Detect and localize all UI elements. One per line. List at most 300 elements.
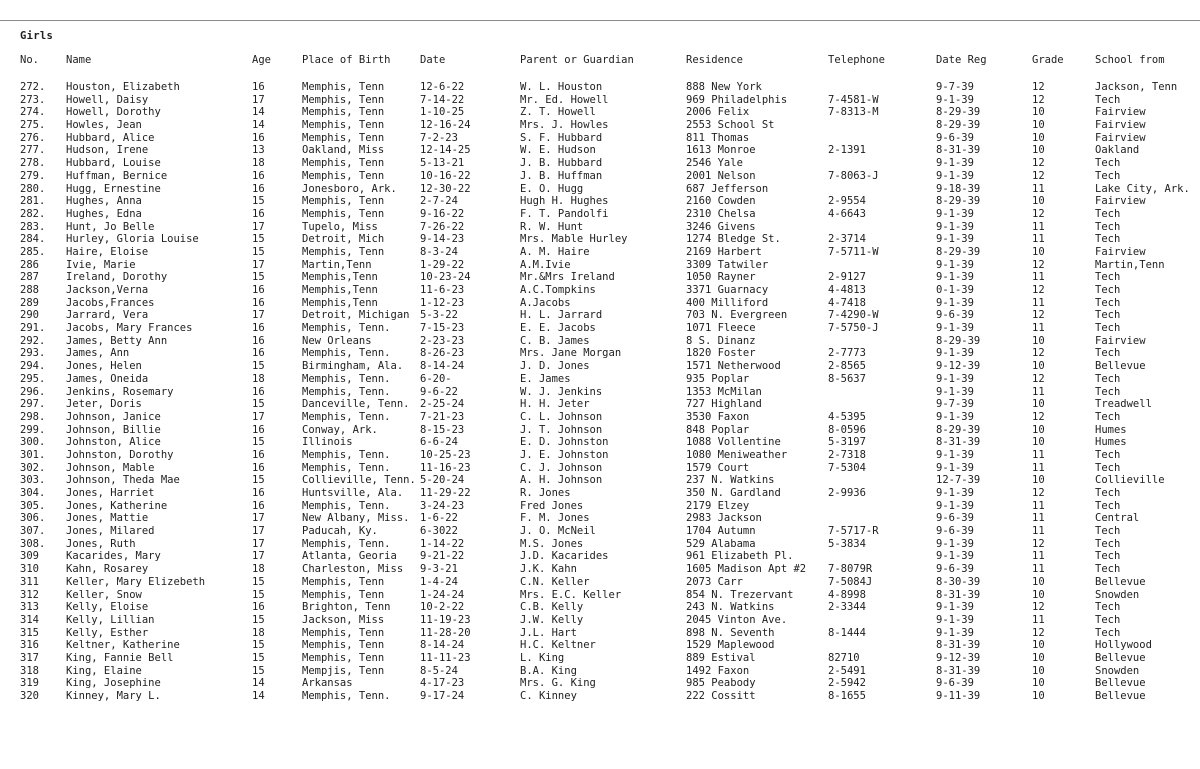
cell-no: 320: [20, 690, 39, 702]
cell-name: Hughes, Edna: [66, 207, 142, 220]
cell-parent: A.Jacobs: [520, 296, 571, 309]
cell-residence: 1613 Monroe: [686, 144, 756, 157]
cell-age: 16: [252, 448, 265, 461]
cell-date-reg: 9-1-39: [936, 537, 974, 550]
cell-school: Tech: [1095, 220, 1121, 233]
cell-date-reg: 8-30-39: [936, 575, 981, 588]
cell-school: Tech: [1095, 309, 1121, 322]
cell-name: Jarrard, Vera: [66, 309, 149, 322]
cell-telephone: 2-7773: [828, 347, 866, 360]
cell-school: Bellevue: [1095, 575, 1146, 588]
cell-date-reg: 9-7-39: [936, 81, 974, 93]
header-grade: Grade: [1032, 54, 1064, 66]
section-title: Girls: [20, 30, 54, 42]
cell-name: Ireland, Dorothy: [66, 271, 168, 284]
cell-place-of-birth: Memphis, Tenn: [302, 575, 385, 588]
cell-parent: Z. T. Howell: [520, 106, 596, 119]
cell-parent: J. O. McNeil: [520, 525, 596, 538]
cell-no: 281.: [20, 195, 46, 208]
cell-no: 307.: [20, 525, 46, 538]
table-row: [0, 449, 1200, 462]
table-row: [0, 411, 1200, 424]
cell-school: Tech: [1095, 525, 1121, 538]
cell-parent: Mr.&Mrs Ireland: [520, 271, 615, 284]
cell-name: Huffman, Bernice: [66, 169, 168, 182]
cell-no: 304.: [20, 487, 46, 499]
cell-parent: W. E. Hudson: [520, 144, 596, 157]
cell-name: Hugg, Ernestine: [66, 182, 161, 195]
cell-grade: 12: [1032, 626, 1045, 639]
cell-date: 7-2-23: [420, 131, 458, 144]
cell-residence: 2310 Chelsa: [686, 207, 756, 220]
records-table: [0, 81, 1200, 703]
cell-parent: L. King: [520, 651, 565, 664]
cell-age: 16: [252, 182, 265, 195]
cell-telephone: 82710: [828, 651, 860, 664]
cell-place-of-birth: Memphis, Tenn: [302, 119, 385, 132]
cell-no: 275.: [20, 119, 46, 132]
cell-name: Hubbard, Alice: [66, 131, 155, 144]
cell-name: Johnston, Alice: [66, 436, 161, 449]
cell-residence: 935 Poplar: [686, 372, 750, 385]
cell-date: 8-14-24: [420, 639, 465, 652]
cell-name: Jacobs,Frances: [66, 296, 155, 309]
column-header-row: [0, 54, 1200, 68]
cell-date-reg: 9-6-39: [936, 309, 974, 322]
cell-grade: 11: [1032, 461, 1045, 474]
table-row: [0, 601, 1200, 614]
cell-school: Tech: [1095, 347, 1121, 360]
cell-grade: 11: [1032, 499, 1045, 512]
cell-no: 274.: [20, 106, 46, 119]
cell-telephone: 8-5637: [828, 372, 866, 385]
cell-school: Snowden: [1095, 588, 1140, 601]
cell-school: Collieville: [1095, 474, 1165, 487]
cell-name: James, Betty Ann: [66, 334, 168, 347]
cell-school: Tech: [1095, 550, 1121, 563]
cell-date-reg: 12-7-39: [936, 474, 981, 487]
cell-grade: 11: [1032, 525, 1045, 538]
cell-parent: Hugh H. Hughes: [520, 195, 609, 208]
cell-age: 17: [252, 525, 265, 538]
cell-place-of-birth: New Albany, Miss.: [302, 512, 410, 525]
cell-name: Keller, Mary Elizebeth: [66, 575, 206, 588]
cell-no: 291.: [20, 322, 46, 335]
cell-parent: E. James: [520, 372, 571, 385]
cell-grade: 11: [1032, 448, 1045, 461]
cell-date: 11-29-22: [420, 487, 471, 499]
table-row: [0, 639, 1200, 652]
cell-date-reg: 8-29-39: [936, 245, 981, 258]
table-row: [0, 233, 1200, 246]
cell-grade: 12: [1032, 207, 1045, 220]
cell-date-reg: 9-18-39: [936, 182, 981, 195]
cell-school: Martin,Tenn: [1095, 258, 1165, 271]
table-row: [0, 652, 1200, 665]
cell-school: Tech: [1095, 601, 1121, 614]
cell-no: 317: [20, 651, 39, 664]
cell-grade: 10: [1032, 690, 1045, 702]
cell-place-of-birth: Memphis, Tenn: [302, 106, 385, 119]
cell-residence: 2160 Cowden: [686, 195, 756, 208]
cell-parent: Mr. Ed. Howell: [520, 93, 609, 106]
table-row: [0, 347, 1200, 360]
cell-date-reg: 9-6-39: [936, 525, 974, 538]
cell-residence: 3309 Tatwiler: [686, 258, 769, 271]
cell-school: Tech: [1095, 537, 1121, 550]
cell-age: 15: [252, 398, 265, 411]
cell-residence: 400 Milliford: [686, 296, 769, 309]
cell-no: 294.: [20, 360, 46, 373]
cell-residence: 3371 Guarnacy: [686, 284, 769, 296]
header-date-reg: Date Reg: [936, 54, 987, 66]
cell-place-of-birth: Danceville, Tenn.: [302, 398, 410, 411]
cell-date: 9-21-22: [420, 550, 465, 563]
cell-school: Oakland: [1095, 144, 1140, 157]
cell-age: 15: [252, 664, 265, 677]
cell-age: 15: [252, 639, 265, 652]
cell-grade: 10: [1032, 131, 1045, 144]
cell-grade: 12: [1032, 309, 1045, 322]
cell-no: 299.: [20, 423, 46, 436]
cell-residence: 237 N. Watkins: [686, 474, 775, 487]
cell-age: 15: [252, 245, 265, 258]
cell-date: 6-6-24: [420, 436, 458, 449]
cell-date: 12-14-25: [420, 144, 471, 157]
cell-date: 7-26-22: [420, 220, 465, 233]
cell-place-of-birth: Arkansas: [302, 677, 353, 690]
cell-place-of-birth: Illinois: [302, 436, 353, 449]
table-row: [0, 119, 1200, 132]
cell-date: 6-20-: [420, 372, 452, 385]
cell-residence: 1820 Foster: [686, 347, 756, 360]
cell-grade: 12: [1032, 601, 1045, 614]
cell-parent: Mrs. Jane Morgan: [520, 347, 622, 360]
cell-place-of-birth: Memphis, Tenn: [302, 626, 385, 639]
cell-grade: 12: [1032, 258, 1045, 271]
cell-name: Kelly, Lillian: [66, 613, 155, 626]
cell-date-reg: 9-1-39: [936, 157, 974, 170]
cell-telephone: 4-4813: [828, 284, 866, 296]
cell-grade: 12: [1032, 410, 1045, 423]
cell-place-of-birth: Detroit, Mich: [302, 233, 385, 246]
cell-place-of-birth: Memphis, Tenn: [302, 81, 385, 93]
cell-no: 312: [20, 588, 39, 601]
cell-date: 12-6-22: [420, 81, 465, 93]
cell-date: 1-14-22: [420, 537, 465, 550]
cell-grade: 11: [1032, 296, 1045, 309]
cell-date: 9-17-24: [420, 690, 465, 702]
cell-date: 7-14-22: [420, 93, 465, 106]
cell-grade: 11: [1032, 233, 1045, 246]
cell-grade: 10: [1032, 575, 1045, 588]
cell-school: Bellevue: [1095, 677, 1146, 690]
cell-age: 15: [252, 195, 265, 208]
cell-parent: J. B. Hubbard: [520, 157, 603, 170]
cell-name: Johnston, Dorothy: [66, 448, 174, 461]
cell-date: 1-12-23: [420, 296, 465, 309]
cell-place-of-birth: Mempjis, Tenn: [302, 664, 385, 677]
cell-date-reg: 8-29-39: [936, 119, 981, 132]
cell-place-of-birth: Memphis, Tenn.: [302, 322, 391, 335]
cell-name: Hubbard, Louise: [66, 157, 161, 170]
cell-name: Kinney, Mary L.: [66, 690, 161, 702]
cell-date-reg: 9-7-39: [936, 398, 974, 411]
cell-school: Fairview: [1095, 119, 1146, 132]
cell-no: 301.: [20, 448, 46, 461]
cell-residence: 969 Philadelphis: [686, 93, 788, 106]
cell-age: 16: [252, 385, 265, 398]
cell-date: 2-23-23: [420, 334, 465, 347]
cell-telephone: 5-3834: [828, 537, 866, 550]
cell-telephone: 2-9554: [828, 195, 866, 208]
cell-parent: C. J. Johnson: [520, 461, 603, 474]
cell-telephone: 7-5304: [828, 461, 866, 474]
cell-place-of-birth: Memphis, Tenn: [302, 195, 385, 208]
cell-place-of-birth: Memphis, Tenn: [302, 157, 385, 170]
cell-grade: 10: [1032, 360, 1045, 373]
cell-date: 8-5-24: [420, 664, 458, 677]
cell-date-reg: 8-31-39: [936, 588, 981, 601]
cell-age: 17: [252, 512, 265, 525]
table-row: [0, 322, 1200, 335]
cell-no: 309: [20, 550, 39, 563]
cell-telephone: 2-1391: [828, 144, 866, 157]
cell-place-of-birth: New Orleans: [302, 334, 372, 347]
cell-residence: 961 Elizabeth Pl.: [686, 550, 794, 563]
cell-date-reg: 9-1-39: [936, 461, 974, 474]
cell-place-of-birth: Charleston, Miss: [302, 563, 404, 576]
cell-age: 16: [252, 499, 265, 512]
cell-no: 300.: [20, 436, 46, 449]
cell-date-reg: 9-1-39: [936, 233, 974, 246]
cell-place-of-birth: Memphis, Tenn: [302, 639, 385, 652]
cell-place-of-birth: Conway, Ark.: [302, 423, 378, 436]
cell-name: Kelly, Eloise: [66, 601, 149, 614]
cell-no: 284.: [20, 233, 46, 246]
header-place-of-birth: Place of Birth: [302, 54, 391, 66]
cell-residence: 350 N. Gardland: [686, 487, 781, 499]
table-row: [0, 183, 1200, 196]
cell-no: 289: [20, 296, 39, 309]
cell-age: 15: [252, 651, 265, 664]
cell-parent: Fred Jones: [520, 499, 584, 512]
cell-grade: 10: [1032, 664, 1045, 677]
cell-date: 10-25-23: [420, 448, 471, 461]
cell-date-reg: 9-1-39: [936, 347, 974, 360]
cell-school: Tech: [1095, 207, 1121, 220]
cell-residence: 2546 Yale: [686, 157, 743, 170]
cell-grade: 12: [1032, 169, 1045, 182]
cell-grade: 12: [1032, 157, 1045, 170]
cell-no: 278.: [20, 157, 46, 170]
cell-place-of-birth: Memphis, Tenn.: [302, 499, 391, 512]
cell-age: 15: [252, 588, 265, 601]
cell-age: 18: [252, 626, 265, 639]
cell-date: 6-3022: [420, 525, 458, 538]
cell-residence: 2006 Felix: [686, 106, 750, 119]
cell-parent: Mrs. Mable Hurley: [520, 233, 628, 246]
cell-no: 318: [20, 664, 39, 677]
cell-place-of-birth: Memphis, Tenn: [302, 651, 385, 664]
cell-residence: 1529 Maplewood: [686, 639, 775, 652]
table-row: [0, 195, 1200, 208]
cell-telephone: 7-8313-M: [828, 106, 879, 119]
cell-parent: C. Kinney: [520, 690, 577, 702]
cell-school: Bellevue: [1095, 690, 1146, 702]
cell-age: 16: [252, 461, 265, 474]
cell-place-of-birth: Memphis, Tenn.: [302, 461, 391, 474]
cell-parent: E. O. Hugg: [520, 182, 584, 195]
cell-parent: S. F. Hubbard: [520, 131, 603, 144]
cell-no: 286: [20, 258, 39, 271]
cell-school: Tech: [1095, 613, 1121, 626]
cell-school: Tech: [1095, 626, 1121, 639]
cell-name: King, Josephine: [66, 677, 161, 690]
cell-parent: J.W. Kelly: [520, 613, 584, 626]
cell-age: 17: [252, 550, 265, 563]
cell-date: 8-14-24: [420, 360, 465, 373]
table-row: [0, 462, 1200, 475]
cell-age: 17: [252, 537, 265, 550]
cell-name: Keltner, Katherine: [66, 639, 180, 652]
cell-school: Central: [1095, 512, 1140, 525]
cell-place-of-birth: Memphis, Tenn: [302, 131, 385, 144]
cell-place-of-birth: Memphis, Tenn.: [302, 410, 391, 423]
cell-telephone: 2-9936: [828, 487, 866, 499]
cell-telephone: 2-3344: [828, 601, 866, 614]
cell-name: Howell, Dorothy: [66, 106, 161, 119]
cell-school: Tech: [1095, 233, 1121, 246]
table-row: [0, 81, 1200, 94]
cell-date-reg: 9-1-39: [936, 271, 974, 284]
cell-grade: 11: [1032, 550, 1045, 563]
cell-grade: 10: [1032, 195, 1045, 208]
cell-date-reg: 9-6-39: [936, 131, 974, 144]
cell-school: Bellevue: [1095, 360, 1146, 373]
cell-grade: 11: [1032, 271, 1045, 284]
cell-date-reg: 9-1-39: [936, 372, 974, 385]
cell-name: King, Fannie Bell: [66, 651, 174, 664]
cell-school: Tech: [1095, 284, 1121, 296]
cell-date-reg: 8-29-39: [936, 334, 981, 347]
cell-grade: 10: [1032, 119, 1045, 132]
cell-no: 276.: [20, 131, 46, 144]
cell-name: Houston, Elizabeth: [66, 81, 180, 93]
cell-age: 16: [252, 284, 265, 296]
cell-parent: J. D. Jones: [520, 360, 590, 373]
cell-place-of-birth: Martin,Tenn: [302, 258, 372, 271]
cell-grade: 10: [1032, 144, 1045, 157]
cell-date-reg: 9-11-39: [936, 690, 981, 702]
cell-place-of-birth: Jonesboro, Ark.: [302, 182, 397, 195]
cell-residence: 8 S. Dinanz: [686, 334, 756, 347]
header-school: School from: [1095, 54, 1165, 66]
table-row: [0, 512, 1200, 525]
cell-place-of-birth: Birmingham, Ala.: [302, 360, 404, 373]
cell-name: Kacarides, Mary: [66, 550, 161, 563]
cell-telephone: 2-5491: [828, 664, 866, 677]
table-row: [0, 259, 1200, 272]
cell-parent: W. J. Jenkins: [520, 385, 603, 398]
cell-name: Johnson, Billie: [66, 423, 161, 436]
cell-place-of-birth: Paducah, Ky.: [302, 525, 378, 538]
header-no: No.: [20, 54, 39, 66]
cell-no: 297.: [20, 398, 46, 411]
cell-age: 16: [252, 487, 265, 499]
table-row: [0, 271, 1200, 284]
cell-age: 16: [252, 347, 265, 360]
cell-parent: A.M.Ivie: [520, 258, 571, 271]
cell-no: 282.: [20, 207, 46, 220]
cell-date-reg: 9-12-39: [936, 360, 981, 373]
cell-name: Johnson, Mable: [66, 461, 155, 474]
cell-date-reg: 9-1-39: [936, 601, 974, 614]
cell-residence: 1071 Fleece: [686, 322, 756, 335]
cell-date: 5-20-24: [420, 474, 465, 487]
header-telephone: Telephone: [828, 54, 885, 66]
cell-age: 16: [252, 169, 265, 182]
table-row: [0, 677, 1200, 690]
cell-date: 11-11-23: [420, 651, 471, 664]
header-date: Date: [420, 54, 446, 66]
cell-place-of-birth: Memphis, Tenn.: [302, 448, 391, 461]
cell-date: 5-13-21: [420, 157, 465, 170]
cell-name: Hunt, Jo Belle: [66, 220, 155, 233]
cell-age: 14: [252, 106, 265, 119]
cell-residence: 1080 Meniweather: [686, 448, 788, 461]
cell-grade: 11: [1032, 385, 1045, 398]
cell-grade: 12: [1032, 347, 1045, 360]
cell-date-reg: 8-31-39: [936, 436, 981, 449]
cell-name: Keller, Snow: [66, 588, 142, 601]
cell-age: 16: [252, 322, 265, 335]
cell-date: 9-16-22: [420, 207, 465, 220]
cell-grade: 11: [1032, 613, 1045, 626]
cell-grade: 11: [1032, 220, 1045, 233]
cell-no: 315: [20, 626, 39, 639]
cell-place-of-birth: Atlanta, Georia: [302, 550, 397, 563]
table-row: [0, 487, 1200, 500]
cell-grade: 10: [1032, 398, 1045, 411]
cell-school: Tech: [1095, 93, 1121, 106]
cell-telephone: 5-3197: [828, 436, 866, 449]
cell-school: Humes: [1095, 436, 1127, 449]
cell-parent: J. T. Johnson: [520, 423, 603, 436]
cell-date: 9-14-23: [420, 233, 465, 246]
cell-age: 16: [252, 81, 265, 93]
cell-date-reg: 9-1-39: [936, 169, 974, 182]
cell-school: Fairview: [1095, 245, 1146, 258]
cell-parent: C. L. Johnson: [520, 410, 603, 423]
cell-residence: 687 Jefferson: [686, 182, 769, 195]
cell-school: Tech: [1095, 296, 1121, 309]
cell-date: 12-30-22: [420, 182, 471, 195]
cell-grade: 11: [1032, 182, 1045, 195]
cell-no: 316: [20, 639, 39, 652]
cell-name: Jeter, Doris: [66, 398, 142, 411]
table-row: [0, 94, 1200, 107]
cell-date: 1-4-24: [420, 575, 458, 588]
cell-place-of-birth: Memphis,Tenn: [302, 284, 378, 296]
cell-date-reg: 0-1-39: [936, 284, 974, 296]
cell-residence: 3246 Givens: [686, 220, 756, 233]
table-row: [0, 436, 1200, 449]
cell-grade: 11: [1032, 563, 1045, 576]
cell-residence: 2553 School St: [686, 119, 775, 132]
cell-grade: 12: [1032, 93, 1045, 106]
cell-date: 8-26-23: [420, 347, 465, 360]
